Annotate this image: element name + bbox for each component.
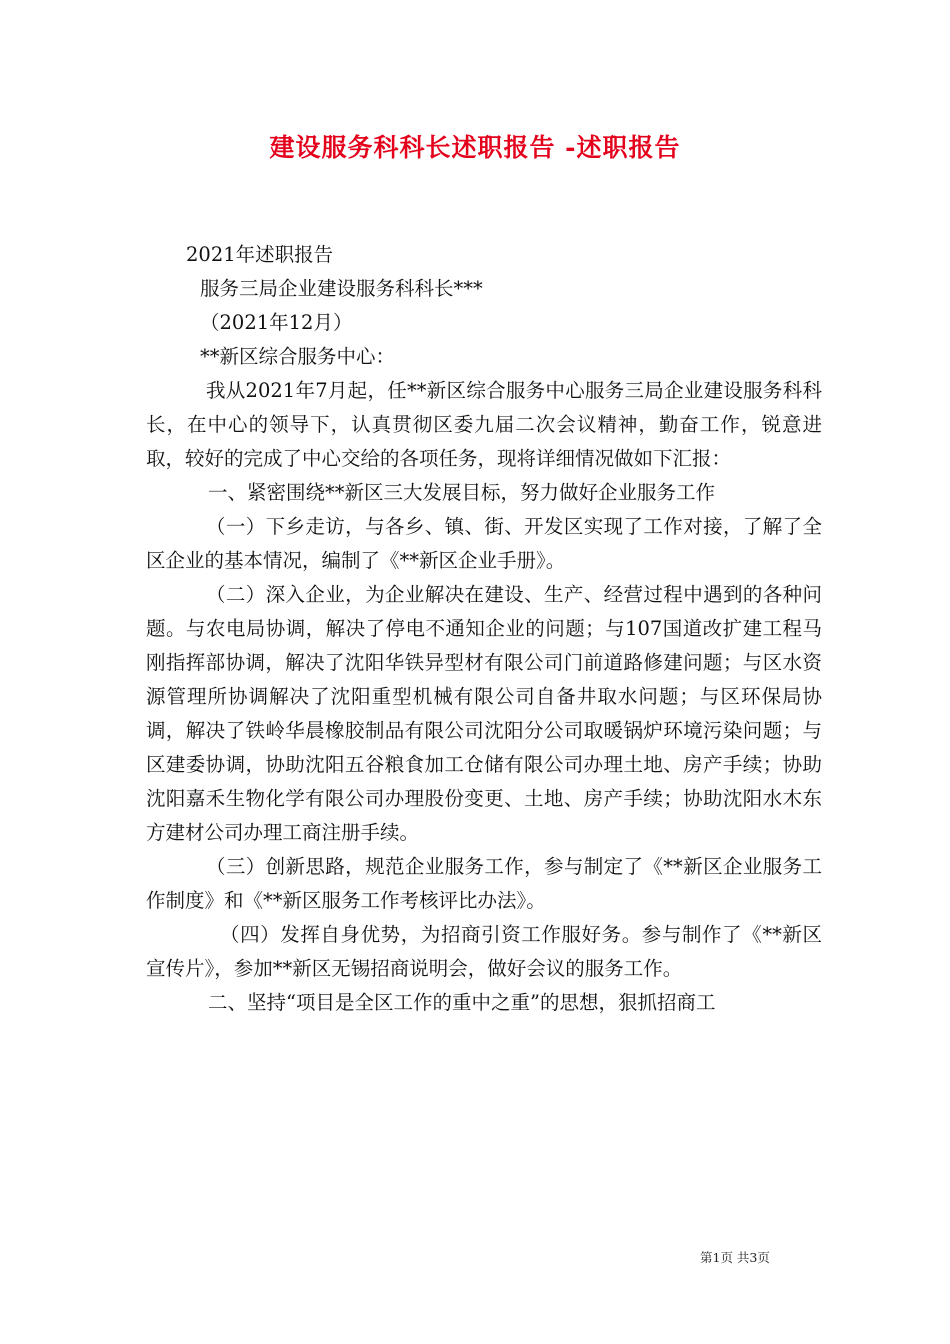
paragraph: （三）创新思路，规范企业服务工作，参与制定了《**新区企业服务工作制度》和《**新区服务工作考核评比办法》。 — [146, 855, 822, 912]
salutation: **新区综合服务中心： — [200, 345, 396, 368]
section-heading: 二、坚持“项目是全区工作的重中之重”的思想，狠抓招商工 — [208, 991, 716, 1014]
paragraph: （二）深入企业，为企业解决在建设、生产、经营过程中遇到的各种问题。与农电局协调，解决了停电不通知企业的问题；与107国道改扩建工程马刚指挥部协调，解决了沈阳华铁异型材有限公司门前道路修建问题；与区水资源管理所协调解决了沈阳重型机械有限公司自备井取水问题；与区环保局协调，解决了铁岭华晨橡胶制品有限公司沈阳分公司取暖锅炉环境污染问题；与区建委协调，协助沈阳五谷粮食加工仓储有限公司办理土地、房产手续；协助沈阳嘉禾生物化学有限公司办理股份变更、土地、房产手续；协助沈阳水木东方建材公司办理工商注册手续。 — [146, 583, 822, 844]
paragraph: （一）下乡走访，与各乡、镇、街、开发区实现了工作对接，了解了全区企业的基本情况，编制了《**新区企业手册》。 — [146, 515, 822, 572]
author-line: 服务三局企业建设服务科科长*** — [200, 277, 483, 300]
section-heading: 一、紧密围绕**新区三大发展目标，努力做好企业服务工作 — [208, 481, 716, 504]
page-number: 第1页 共3页 — [700, 1250, 770, 1265]
document-title: 建设服务科科长述职报告 -述职报告 — [269, 133, 681, 162]
paragraph: （四）发挥自身优势，为招商引资工作服好务。参与制作了《**新区宣传片》，参加**新区无锡招商说明会，做好会议的服务工作。 — [146, 923, 822, 980]
date-line: （2021年12月） — [200, 311, 353, 334]
paragraph: 我从2021年7月起，任**新区综合服务中心服务三局企业建设服务科科长，在中心的领导下，认真贯彻区委九届二次会议精神，勤奋工作，锐意进取，较好的完成了中心交给的各项任务，现将详细情况做如下汇报： — [146, 379, 822, 470]
document-body — [146, 238, 822, 1020]
heading-year: 2021年述职报告 — [186, 243, 334, 266]
